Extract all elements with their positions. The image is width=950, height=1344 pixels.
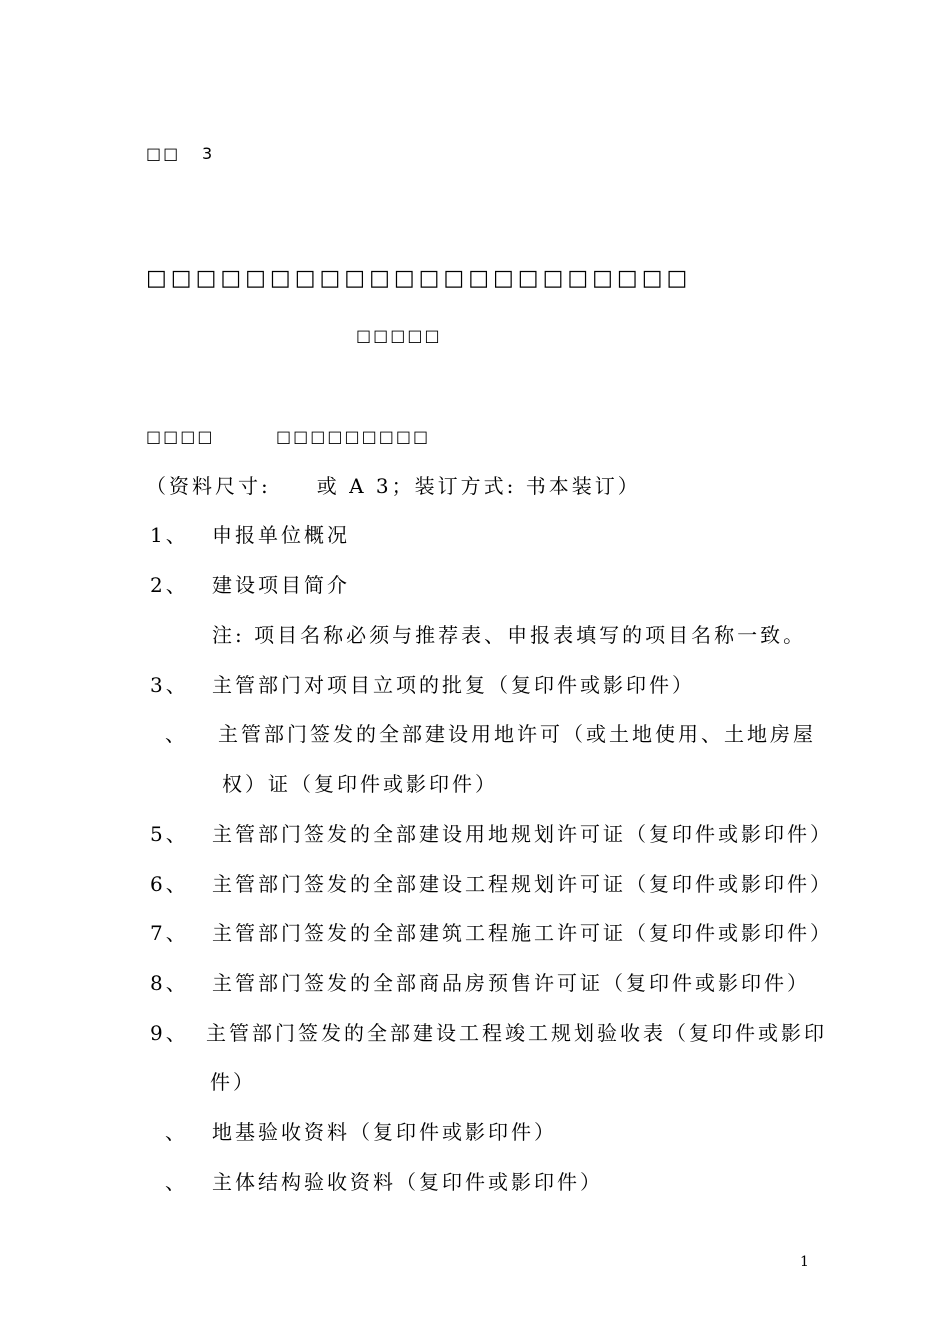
item-text: 主管部门签发的全部建设用地许可（或土地使用、土地房屋 <box>218 722 816 746</box>
item-number: 、 <box>165 1120 188 1144</box>
item-text: 地基验收资料（复印件或影印件） <box>212 1120 557 1144</box>
item-text-continued: 件） <box>210 1070 256 1094</box>
item-text-continued: 权）证（复印件或影印件） <box>222 772 498 796</box>
item-number: 、 <box>165 722 188 746</box>
item-number: 、 <box>165 1170 188 1194</box>
header-number: 3 <box>202 144 215 163</box>
section-text: □□□□□□□□□ <box>276 427 431 446</box>
note-text: 注: 项目名称必须与推荐表、申报表填写的项目名称一致。 <box>212 623 807 647</box>
item-number: 2、 <box>150 573 189 597</box>
page-number: 1 <box>800 1254 809 1270</box>
item-number: 5、 <box>150 822 189 846</box>
document-subtitle: □□□□□ <box>356 326 442 345</box>
spec-line: （资料尺寸: 或 A 3；装订方式: 书本装订） <box>146 474 641 498</box>
item-text: 主管部门签发的全部建设工程竣工规划验收表（复印件或影印 <box>206 1021 827 1045</box>
item-text: 主管部门签发的全部建筑工程施工许可证（复印件或影印件） <box>212 921 833 945</box>
item-text: 主管部门签发的全部建设用地规划许可证（复印件或影印件） <box>212 822 833 846</box>
item-text: 主管部门签发的全部建设工程规划许可证（复印件或影印件） <box>212 872 833 896</box>
item-number: 7、 <box>150 921 189 945</box>
item-number: 3、 <box>150 673 189 697</box>
item-text: 主体结构验收资料（复印件或影印件） <box>212 1170 603 1194</box>
item-number: 8、 <box>150 971 189 995</box>
item-number: 6、 <box>150 872 189 896</box>
item-text: 申报单位概况 <box>212 523 350 547</box>
item-number: 9、 <box>150 1021 189 1045</box>
item-text: 主管部门对项目立项的批复（复印件或影印件） <box>212 673 695 697</box>
item-text: 建设项目简介 <box>212 573 350 597</box>
item-text: 主管部门签发的全部商品房预售许可证（复印件或影印件） <box>212 971 810 995</box>
header-label: □□ <box>146 144 181 163</box>
document-title: □□□□□□□□□□□□□□□□□□□□□□ <box>146 266 692 291</box>
section-label: □□□□ <box>146 427 215 446</box>
item-number: 1、 <box>150 523 189 547</box>
